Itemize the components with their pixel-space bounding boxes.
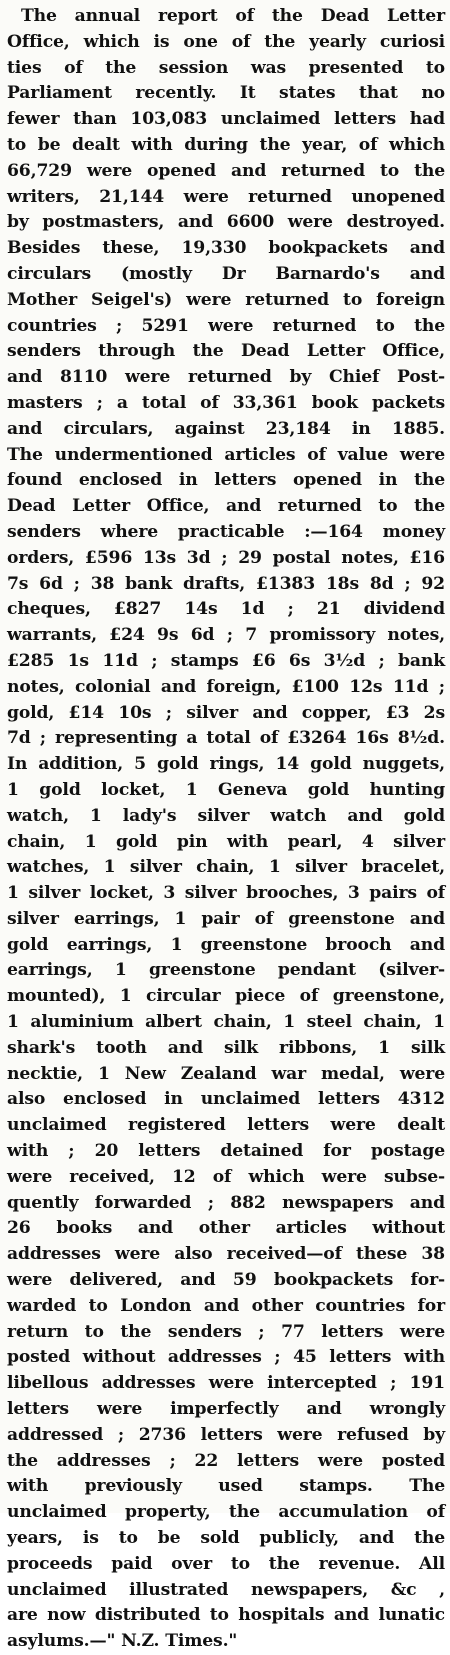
- article-line: to be dealt with during the year, of which: [7, 134, 445, 155]
- article-line: asylums.—" N.Z. Times.": [7, 1631, 238, 1652]
- article-line: 7s 6d ; 38 bank drafts, £1383 18s 8d ; 92: [7, 573, 445, 594]
- article-line: with ; 20 letters detained for postage: [7, 1141, 445, 1162]
- article-line: masters ; a total of 33,361 book packets: [7, 392, 445, 413]
- article-line: watch, 1 lady's silver watch and gold: [7, 805, 445, 826]
- article-line: silver earrings, 1 pair of greenstone and: [7, 908, 445, 929]
- article-line: libellous addresses were intercepted ; 191: [7, 1373, 445, 1394]
- article-line: ties of the session was presented to: [7, 57, 445, 78]
- article-line: Mother Seigel's) were returned to foreign: [7, 289, 445, 310]
- article-line: Office, which is one of the yearly curiosi: [7, 31, 445, 52]
- article-line: gold earrings, 1 greenstone brooch and: [7, 934, 445, 955]
- article-line: fewer than 103,083 unclaimed letters had: [7, 109, 445, 130]
- article-line: earrings, 1 greenstone pendant (silver-: [7, 960, 445, 981]
- article-line: unclaimed illustrated newspapers, &c ,: [7, 1579, 445, 1600]
- article-line: countries ; 5291 were returned to the: [7, 315, 445, 336]
- article-line: and 8110 were returned by Chief Post-: [7, 367, 445, 388]
- article-line: 1 silver locket, 3 silver brooches, 3 pairs of: [7, 883, 445, 904]
- article-line: by postmasters, and 6600 were destroyed.: [7, 212, 445, 233]
- article-line: posted without addresses ; 45 letters with: [7, 1347, 445, 1368]
- article-line: senders where practicable :—164 money: [7, 521, 445, 542]
- article-line: letters were imperfectly and wrongly: [7, 1399, 445, 1420]
- article-line: were delivered, and 59 bookpackets for-: [7, 1270, 445, 1291]
- article-line: 1 aluminium albert chain, 1 steel chain, 1: [7, 1012, 445, 1033]
- article-line: proceeds paid over to the revenue. All: [7, 1553, 445, 1574]
- article-line: notes, colonial and foreign, £100 12s 11d ;: [7, 676, 445, 697]
- article-line: cheques, £827 14s 1d ; 21 dividend: [7, 599, 445, 620]
- article-line: quently forwarded ; 882 newspapers and: [7, 1192, 445, 1213]
- article-line: and circulars, against 23,184 in 1885.: [7, 418, 445, 439]
- article-line: are now distributed to hospitals and lunatic: [7, 1605, 445, 1626]
- article-line: found enclosed in letters opened in the: [7, 470, 445, 491]
- article-line: circulars (mostly Dr Barnardo's and: [7, 263, 445, 284]
- article-line: orders, £596 13s 3d ; 29 postal notes, £16: [7, 547, 445, 568]
- article-line: with previously used stamps. The: [7, 1476, 445, 1497]
- article-line: Besides these, 19,330 bookpackets and: [7, 238, 445, 259]
- article-line: the addresses ; 22 letters were posted: [7, 1450, 445, 1471]
- article-line: warrants, £24 9s 6d ; 7 promissory notes,: [7, 625, 445, 646]
- article-line: 1 gold locket, 1 Geneva gold hunting: [7, 779, 445, 800]
- article-line: also enclosed in unclaimed letters 4312: [7, 1089, 445, 1110]
- article-line: £285 1s 11d ; stamps £6 6s 3½d ; bank: [7, 650, 445, 671]
- article-line: addressed ; 2736 letters were refused by: [7, 1424, 445, 1445]
- article-line: shark's tooth and silk ribbons, 1 silk: [7, 1037, 445, 1058]
- article-line: 66,729 were opened and returned to the: [7, 160, 445, 181]
- article-line: were received, 12 of which were subse-: [7, 1166, 445, 1187]
- article-line: unclaimed registered letters were dealt: [7, 1115, 445, 1136]
- article-line: necktie, 1 New Zealand war medal, were: [7, 1063, 445, 1084]
- article-line: senders through the Dead Letter Office,: [7, 341, 445, 362]
- article-column: [7, 4, 445, 1655]
- article-line: Parliament recently. It states that no: [7, 83, 445, 104]
- article-line: warded to London and other countries for: [7, 1295, 445, 1316]
- article-line: years, is to be sold publicly, and the: [7, 1528, 445, 1549]
- article-line: 7d ; representing a total of £3264 16s 8½d.: [7, 728, 445, 749]
- article-line: gold, £14 10s ; silver and copper, £3 2s: [7, 702, 445, 723]
- article-line: mounted), 1 circular piece of greenstone,: [7, 986, 445, 1007]
- article-line: 26 books and other articles without: [7, 1218, 445, 1239]
- article-line: chain, 1 gold pin with pearl, 4 silver: [7, 831, 445, 852]
- article-line: watches, 1 silver chain, 1 silver bracelet,: [7, 857, 445, 878]
- article-line: In addition, 5 gold rings, 14 gold nuggets,: [7, 754, 445, 775]
- article-line: Dead Letter Office, and returned to the: [7, 496, 445, 517]
- article-line: writers, 21,144 were returned unopened: [7, 186, 445, 207]
- article-line: addresses were also received—of these 38: [7, 1244, 445, 1265]
- article-line: The annual report of the Dead Letter: [21, 6, 445, 26]
- article-line: return to the senders ; 77 letters were: [7, 1321, 445, 1342]
- article-line: The undermentioned articles of value were: [7, 444, 445, 465]
- article-line: unclaimed property, the accumulation of: [7, 1502, 445, 1523]
